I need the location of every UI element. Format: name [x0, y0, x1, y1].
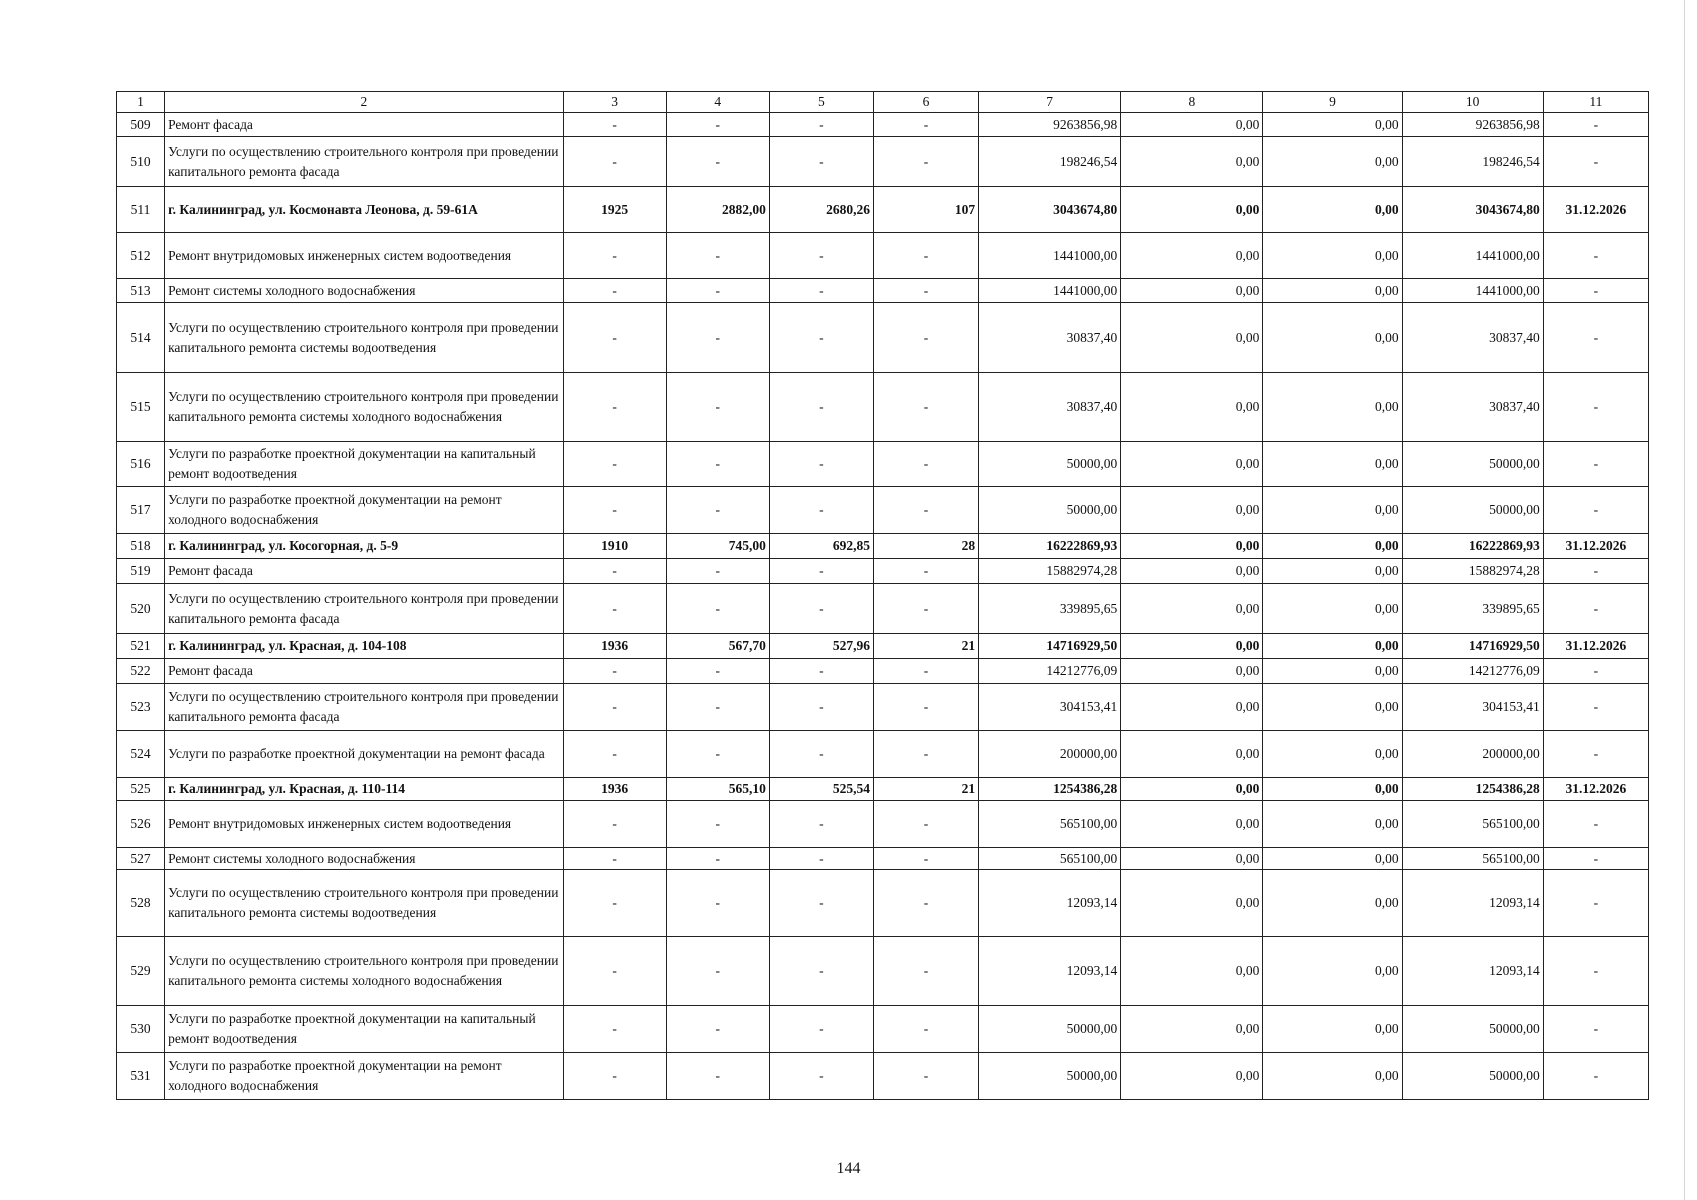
residential-area-cell: -: [769, 279, 873, 303]
work-item-row: [117, 731, 1649, 778]
residential-area-cell: 2680,26: [769, 187, 873, 233]
total-area-cell: -: [666, 684, 769, 731]
row-number: 515: [117, 373, 165, 442]
budget-share-cell: 0,00: [1263, 559, 1402, 584]
fund-share-cell: 0,00: [1121, 684, 1263, 731]
residents-count-cell: 21: [873, 634, 978, 659]
row-number: 531: [117, 1053, 165, 1100]
budget-share-cell: 0,00: [1263, 487, 1402, 534]
row-number: 525: [117, 778, 165, 801]
year-built-cell: -: [563, 373, 666, 442]
work-description: Услуги по осуществлению строительного контроля при проведении капитального ремонта системы водоотведения: [165, 303, 564, 373]
address-cell: г. Калининград, ул. Космонавта Леонова, д. 59-61А: [165, 187, 564, 233]
fund-share-cell: 0,00: [1121, 801, 1263, 848]
budget-share-cell: 0,00: [1263, 187, 1402, 233]
completion-date-cell: 31.12.2026: [1543, 187, 1648, 233]
owners-share-cell: 339895,65: [1402, 584, 1543, 634]
completion-date-cell: -: [1543, 373, 1648, 442]
residential-area-cell: 525,54: [769, 778, 873, 801]
year-built-cell: 1936: [563, 634, 666, 659]
residential-area-cell: -: [769, 848, 873, 870]
work-item-row: [117, 559, 1649, 584]
year-built-cell: -: [563, 233, 666, 279]
budget-share-cell: 0,00: [1263, 937, 1402, 1006]
residential-area-cell: -: [769, 937, 873, 1006]
work-description: Ремонт внутридомовых инженерных систем водоотведения: [165, 801, 564, 848]
fund-share-cell: 0,00: [1121, 487, 1263, 534]
work-description: Ремонт фасада: [165, 113, 564, 137]
year-built-cell: -: [563, 113, 666, 137]
budget-share-cell: 0,00: [1263, 778, 1402, 801]
work-item-row: [117, 442, 1649, 487]
total-cost-cell: 15882974,28: [979, 559, 1121, 584]
residents-count-cell: -: [873, 1053, 978, 1100]
completion-date-cell: -: [1543, 487, 1648, 534]
fund-share-cell: 0,00: [1121, 870, 1263, 937]
owners-share-cell: 50000,00: [1402, 442, 1543, 487]
fund-share-cell: 0,00: [1121, 442, 1263, 487]
residential-area-cell: -: [769, 1006, 873, 1053]
total-area-cell: -: [666, 113, 769, 137]
budget-share-cell: 0,00: [1263, 373, 1402, 442]
total-area-cell: -: [666, 937, 769, 1006]
total-area-cell: 2882,00: [666, 187, 769, 233]
row-number: 526: [117, 801, 165, 848]
total-area-cell: 565,10: [666, 778, 769, 801]
budget-share-cell: 0,00: [1263, 801, 1402, 848]
row-number: 521: [117, 634, 165, 659]
owners-share-cell: 12093,14: [1402, 870, 1543, 937]
address-cell: г. Калининград, ул. Красная, д. 110-114: [165, 778, 564, 801]
column-number-row: [117, 92, 1649, 113]
total-cost-cell: 12093,14: [979, 937, 1121, 1006]
year-built-cell: -: [563, 303, 666, 373]
total-cost-cell: 50000,00: [979, 487, 1121, 534]
work-item-row: [117, 233, 1649, 279]
completion-date-cell: -: [1543, 801, 1648, 848]
address-cell: г. Калининград, ул. Красная, д. 104-108: [165, 634, 564, 659]
fund-share-cell: 0,00: [1121, 778, 1263, 801]
residential-area-cell: -: [769, 442, 873, 487]
budget-share-cell: 0,00: [1263, 534, 1402, 559]
row-number: 517: [117, 487, 165, 534]
residents-count-cell: -: [873, 870, 978, 937]
owners-share-cell: 198246,54: [1402, 137, 1543, 187]
residents-count-cell: -: [873, 137, 978, 187]
residential-area-cell: -: [769, 584, 873, 634]
residential-area-cell: -: [769, 684, 873, 731]
fund-share-cell: 0,00: [1121, 559, 1263, 584]
row-number: 528: [117, 870, 165, 937]
work-item-row: [117, 303, 1649, 373]
work-item-row: [117, 684, 1649, 731]
fund-share-cell: 0,00: [1121, 634, 1263, 659]
work-item-row: [117, 279, 1649, 303]
column-number: 10: [1402, 92, 1543, 113]
total-area-cell: 745,00: [666, 534, 769, 559]
work-description: Ремонт фасада: [165, 559, 564, 584]
column-number: 3: [563, 92, 666, 113]
budget-share-cell: 0,00: [1263, 870, 1402, 937]
total-cost-cell: 198246,54: [979, 137, 1121, 187]
total-cost-cell: 304153,41: [979, 684, 1121, 731]
work-description: Услуги по осуществлению строительного контроля при проведении капитального ремонта фасада: [165, 684, 564, 731]
row-number: 519: [117, 559, 165, 584]
budget-share-cell: 0,00: [1263, 442, 1402, 487]
completion-date-cell: -: [1543, 659, 1648, 684]
year-built-cell: 1925: [563, 187, 666, 233]
fund-share-cell: 0,00: [1121, 303, 1263, 373]
year-built-cell: -: [563, 584, 666, 634]
total-cost-cell: 565100,00: [979, 848, 1121, 870]
total-cost-cell: 14212776,09: [979, 659, 1121, 684]
residential-area-cell: -: [769, 373, 873, 442]
residential-area-cell: -: [769, 559, 873, 584]
residents-count-cell: 107: [873, 187, 978, 233]
row-number: 530: [117, 1006, 165, 1053]
column-number: 2: [165, 92, 564, 113]
completion-date-cell: -: [1543, 559, 1648, 584]
fund-share-cell: 0,00: [1121, 534, 1263, 559]
residential-area-cell: -: [769, 659, 873, 684]
fund-share-cell: 0,00: [1121, 1006, 1263, 1053]
row-number: 527: [117, 848, 165, 870]
work-description: Ремонт внутридомовых инженерных систем водоотведения: [165, 233, 564, 279]
works-table: [116, 91, 1649, 1100]
work-item-row: [117, 870, 1649, 937]
work-item-row: [117, 1053, 1649, 1100]
residential-area-cell: 692,85: [769, 534, 873, 559]
work-description: Услуги по осуществлению строительного контроля при проведении капитального ремонта фасада: [165, 584, 564, 634]
fund-share-cell: 0,00: [1121, 279, 1263, 303]
total-area-cell: 567,70: [666, 634, 769, 659]
completion-date-cell: -: [1543, 303, 1648, 373]
total-area-cell: -: [666, 373, 769, 442]
owners-share-cell: 14716929,50: [1402, 634, 1543, 659]
residents-count-cell: 28: [873, 534, 978, 559]
residents-count-cell: -: [873, 279, 978, 303]
total-area-cell: -: [666, 731, 769, 778]
fund-share-cell: 0,00: [1121, 584, 1263, 634]
residents-count-cell: -: [873, 684, 978, 731]
work-description: Услуги по разработке проектной документации на ремонт холодного водоснабжения: [165, 487, 564, 534]
row-number: 520: [117, 584, 165, 634]
residential-area-cell: -: [769, 233, 873, 279]
column-number: 4: [666, 92, 769, 113]
residents-count-cell: -: [873, 233, 978, 279]
row-number: 510: [117, 137, 165, 187]
work-description: Услуги по разработке проектной документации на капитальный ремонт водоотведения: [165, 1006, 564, 1053]
address-row: [117, 634, 1649, 659]
residential-area-cell: -: [769, 487, 873, 534]
residential-area-cell: -: [769, 1053, 873, 1100]
residents-count-cell: -: [873, 659, 978, 684]
completion-date-cell: -: [1543, 731, 1648, 778]
residential-area-cell: -: [769, 731, 873, 778]
owners-share-cell: 15882974,28: [1402, 559, 1543, 584]
work-item-row: [117, 801, 1649, 848]
year-built-cell: -: [563, 870, 666, 937]
total-cost-cell: 339895,65: [979, 584, 1121, 634]
work-item-row: [117, 487, 1649, 534]
fund-share-cell: 0,00: [1121, 113, 1263, 137]
work-description: Ремонт фасада: [165, 659, 564, 684]
budget-share-cell: 0,00: [1263, 659, 1402, 684]
total-area-cell: -: [666, 303, 769, 373]
total-area-cell: -: [666, 584, 769, 634]
residents-count-cell: -: [873, 303, 978, 373]
residents-count-cell: 21: [873, 778, 978, 801]
total-area-cell: -: [666, 233, 769, 279]
year-built-cell: -: [563, 848, 666, 870]
completion-date-cell: 31.12.2026: [1543, 778, 1648, 801]
work-item-row: [117, 584, 1649, 634]
row-number: 509: [117, 113, 165, 137]
address-cell: г. Калининград, ул. Косогорная, д. 5-9: [165, 534, 564, 559]
budget-share-cell: 0,00: [1263, 303, 1402, 373]
year-built-cell: -: [563, 1053, 666, 1100]
address-row: [117, 187, 1649, 233]
total-cost-cell: 30837,40: [979, 373, 1121, 442]
owners-share-cell: 50000,00: [1402, 1053, 1543, 1100]
residents-count-cell: -: [873, 848, 978, 870]
total-cost-cell: 14716929,50: [979, 634, 1121, 659]
residents-count-cell: -: [873, 487, 978, 534]
residential-area-cell: -: [769, 137, 873, 187]
budget-share-cell: 0,00: [1263, 113, 1402, 137]
completion-date-cell: -: [1543, 937, 1648, 1006]
residents-count-cell: -: [873, 442, 978, 487]
work-description: Услуги по осуществлению строительного контроля при проведении капитального ремонта системы водоотведения: [165, 870, 564, 937]
year-built-cell: -: [563, 279, 666, 303]
work-description: Услуги по разработке проектной документации на капитальный ремонт водоотведения: [165, 442, 564, 487]
total-area-cell: -: [666, 870, 769, 937]
owners-share-cell: 565100,00: [1402, 801, 1543, 848]
address-row: [117, 534, 1649, 559]
column-number: 5: [769, 92, 873, 113]
total-cost-cell: 16222869,93: [979, 534, 1121, 559]
owners-share-cell: 1254386,28: [1402, 778, 1543, 801]
budget-share-cell: 0,00: [1263, 634, 1402, 659]
owners-share-cell: 50000,00: [1402, 1006, 1543, 1053]
total-area-cell: -: [666, 279, 769, 303]
residents-count-cell: -: [873, 937, 978, 1006]
budget-share-cell: 0,00: [1263, 279, 1402, 303]
row-number: 518: [117, 534, 165, 559]
owners-share-cell: 3043674,80: [1402, 187, 1543, 233]
work-description: Услуги по разработке проектной документации на ремонт фасада: [165, 731, 564, 778]
owners-share-cell: 1441000,00: [1402, 233, 1543, 279]
column-number: 6: [873, 92, 978, 113]
completion-date-cell: -: [1543, 1006, 1648, 1053]
work-description: Услуги по разработке проектной документации на ремонт холодного водоснабжения: [165, 1053, 564, 1100]
row-number: 524: [117, 731, 165, 778]
owners-share-cell: 50000,00: [1402, 487, 1543, 534]
residents-count-cell: -: [873, 373, 978, 442]
residents-count-cell: -: [873, 113, 978, 137]
residential-area-cell: -: [769, 113, 873, 137]
row-number: 529: [117, 937, 165, 1006]
total-area-cell: -: [666, 659, 769, 684]
residents-count-cell: -: [873, 801, 978, 848]
fund-share-cell: 0,00: [1121, 187, 1263, 233]
total-cost-cell: 30837,40: [979, 303, 1121, 373]
work-description: Ремонт системы холодного водоснабжения: [165, 279, 564, 303]
residential-area-cell: -: [769, 870, 873, 937]
total-cost-cell: 50000,00: [979, 1053, 1121, 1100]
row-number: 513: [117, 279, 165, 303]
year-built-cell: -: [563, 1006, 666, 1053]
fund-share-cell: 0,00: [1121, 731, 1263, 778]
work-description: Услуги по осуществлению строительного контроля при проведении капитального ремонта системы холодного водоснабжения: [165, 373, 564, 442]
completion-date-cell: -: [1543, 1053, 1648, 1100]
page-number: 144: [836, 1160, 861, 1177]
owners-share-cell: 304153,41: [1402, 684, 1543, 731]
total-area-cell: -: [666, 1053, 769, 1100]
owners-share-cell: 14212776,09: [1402, 659, 1543, 684]
total-area-cell: -: [666, 487, 769, 534]
budget-share-cell: 0,00: [1263, 1053, 1402, 1100]
completion-date-cell: 31.12.2026: [1543, 534, 1648, 559]
total-cost-cell: 565100,00: [979, 801, 1121, 848]
work-item-row: [117, 373, 1649, 442]
budget-share-cell: 0,00: [1263, 848, 1402, 870]
completion-date-cell: -: [1543, 848, 1648, 870]
year-built-cell: -: [563, 801, 666, 848]
work-item-row: [117, 937, 1649, 1006]
budget-share-cell: 0,00: [1263, 684, 1402, 731]
completion-date-cell: -: [1543, 233, 1648, 279]
work-item-row: [117, 1006, 1649, 1053]
year-built-cell: -: [563, 137, 666, 187]
work-item-row: [117, 659, 1649, 684]
year-built-cell: -: [563, 684, 666, 731]
work-description: Услуги по осуществлению строительного контроля при проведении капитального ремонта фасада: [165, 137, 564, 187]
total-area-cell: -: [666, 801, 769, 848]
scan-edge-line: [1684, 0, 1685, 1200]
owners-share-cell: 200000,00: [1402, 731, 1543, 778]
row-number: 523: [117, 684, 165, 731]
row-number: 511: [117, 187, 165, 233]
completion-date-cell: -: [1543, 279, 1648, 303]
residential-area-cell: -: [769, 303, 873, 373]
year-built-cell: -: [563, 731, 666, 778]
column-number: 11: [1543, 92, 1648, 113]
residential-area-cell: 527,96: [769, 634, 873, 659]
residents-count-cell: -: [873, 731, 978, 778]
row-number: 522: [117, 659, 165, 684]
residents-count-cell: -: [873, 559, 978, 584]
owners-share-cell: 16222869,93: [1402, 534, 1543, 559]
column-number: 1: [117, 92, 165, 113]
fund-share-cell: 0,00: [1121, 1053, 1263, 1100]
year-built-cell: -: [563, 659, 666, 684]
year-built-cell: 1936: [563, 778, 666, 801]
year-built-cell: -: [563, 487, 666, 534]
budget-share-cell: 0,00: [1263, 1006, 1402, 1053]
column-number: 8: [1121, 92, 1263, 113]
budget-share-cell: 0,00: [1263, 233, 1402, 279]
total-cost-cell: 1254386,28: [979, 778, 1121, 801]
work-item-row: [117, 113, 1649, 137]
owners-share-cell: 30837,40: [1402, 303, 1543, 373]
fund-share-cell: 0,00: [1121, 937, 1263, 1006]
owners-share-cell: 9263856,98: [1402, 113, 1543, 137]
address-row: [117, 778, 1649, 801]
column-number: 7: [979, 92, 1121, 113]
total-cost-cell: 200000,00: [979, 731, 1121, 778]
fund-share-cell: 0,00: [1121, 659, 1263, 684]
completion-date-cell: -: [1543, 684, 1648, 731]
total-area-cell: -: [666, 1006, 769, 1053]
row-number: 514: [117, 303, 165, 373]
work-item-row: [117, 137, 1649, 187]
total-area-cell: -: [666, 442, 769, 487]
row-number: 512: [117, 233, 165, 279]
total-cost-cell: 50000,00: [979, 442, 1121, 487]
completion-date-cell: -: [1543, 870, 1648, 937]
owners-share-cell: 30837,40: [1402, 373, 1543, 442]
owners-share-cell: 565100,00: [1402, 848, 1543, 870]
completion-date-cell: -: [1543, 113, 1648, 137]
year-built-cell: -: [563, 442, 666, 487]
total-cost-cell: 1441000,00: [979, 233, 1121, 279]
total-cost-cell: 50000,00: [979, 1006, 1121, 1053]
residential-area-cell: -: [769, 801, 873, 848]
owners-share-cell: 12093,14: [1402, 937, 1543, 1006]
total-area-cell: -: [666, 137, 769, 187]
completion-date-cell: 31.12.2026: [1543, 634, 1648, 659]
work-description: Ремонт системы холодного водоснабжения: [165, 848, 564, 870]
year-built-cell: 1910: [563, 534, 666, 559]
completion-date-cell: -: [1543, 442, 1648, 487]
total-cost-cell: 1441000,00: [979, 279, 1121, 303]
owners-share-cell: 1441000,00: [1402, 279, 1543, 303]
residents-count-cell: -: [873, 584, 978, 634]
budget-share-cell: 0,00: [1263, 584, 1402, 634]
fund-share-cell: 0,00: [1121, 137, 1263, 187]
budget-share-cell: 0,00: [1263, 731, 1402, 778]
completion-date-cell: -: [1543, 137, 1648, 187]
residents-count-cell: -: [873, 1006, 978, 1053]
year-built-cell: -: [563, 937, 666, 1006]
total-cost-cell: 12093,14: [979, 870, 1121, 937]
work-item-row: [117, 848, 1649, 870]
column-number: 9: [1263, 92, 1402, 113]
total-area-cell: -: [666, 848, 769, 870]
fund-share-cell: 0,00: [1121, 233, 1263, 279]
completion-date-cell: -: [1543, 584, 1648, 634]
fund-share-cell: 0,00: [1121, 848, 1263, 870]
fund-share-cell: 0,00: [1121, 373, 1263, 442]
year-built-cell: -: [563, 559, 666, 584]
total-area-cell: -: [666, 559, 769, 584]
work-description: Услуги по осуществлению строительного контроля при проведении капитального ремонта системы холодного водоснабжения: [165, 937, 564, 1006]
total-cost-cell: 3043674,80: [979, 187, 1121, 233]
row-number: 516: [117, 442, 165, 487]
budget-share-cell: 0,00: [1263, 137, 1402, 187]
total-cost-cell: 9263856,98: [979, 113, 1121, 137]
